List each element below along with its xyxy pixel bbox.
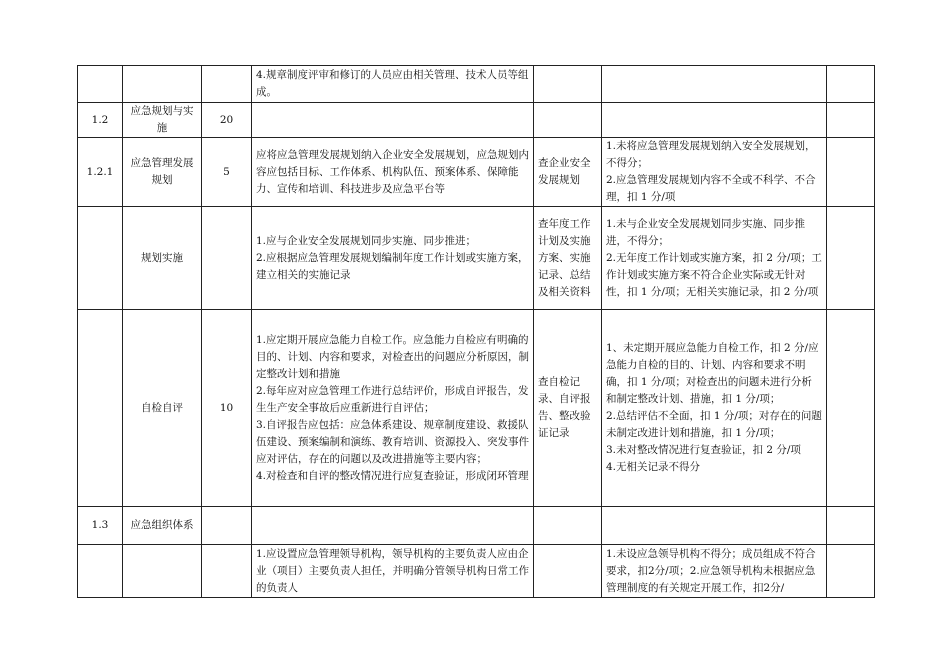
cell-method [534,66,602,103]
cell-item: 应急管理发展规划 [123,138,202,207]
cell-extra [827,138,875,207]
cell-item [123,66,202,103]
cell-no: 1.3 [78,507,123,545]
cell-standard-line: 1.未与企业安全发展规划同步实施、同步推进，不得分； [606,217,806,247]
cell-standard-line: 2.总结评估不全面，扣 1 分/项；对存在的问题未制定改进计划和措施，扣 1 分/项； [606,410,822,439]
cell-content-line: 4.规章制度评审和修订的人员应由相关管理、技术人员等组成。 [256,69,529,98]
cell-content-line: 1.应设置应急管理领导机构，领导机构的主要负责人应由企业（项目）主要负责人担任，并明确分管领导机构日常工作的负责人 [256,547,529,594]
cell-standard [602,507,827,545]
cell-content [252,507,534,545]
cell-method [534,138,602,207]
cell-standard [602,138,827,207]
cell-item: 应急组织体系 [123,507,202,545]
cell-extra [827,103,875,138]
cell-content [252,207,534,310]
cell-item: 应急规划与实施 [123,103,202,138]
cell-standard-line: 2.无年度工作计划或实施方案，扣 2 分/项；工作计划或实施方案不符合企业实际或无针对性，扣 1 分/项；无相关实施记录，扣 2 分/项 [606,251,822,298]
cell-content [252,138,534,207]
cell-content-line: 1.应定期开展应急能力自检工作。应急能力自检应有明确的目的、计划、内容和要求，对检查出的问题应分析原因，制定整改计划和措施 [256,333,529,380]
table-row [78,310,875,507]
cell-content [252,310,534,507]
cell-standard-line: 2.应急管理发展规划内容不全或不科学、不合理，扣 1 分/项 [606,174,816,203]
cell-no [78,545,123,598]
cell-method [534,310,602,507]
table-row [78,545,875,598]
table-row [78,207,875,310]
cell-standard-line: 3.未对整改情况进行复查验证，扣 2 分/项 [606,444,801,456]
cell-item: 规划实施 [123,207,202,310]
cell-standard-line: 4.无相关记录不得分 [606,461,701,473]
cell-standard [602,103,827,138]
cell-no: 1.2.1 [78,138,123,207]
cell-score [202,545,252,598]
cell-content [252,545,534,598]
cell-content-line: 3.自评报告应包括：应急体系建设、规章制度建设、救援队伍建设、预案编制和演练、教育培训、资源投入、突发事件应对评估，存在的问题以及改进措施等主要内容； [256,418,529,465]
cell-extra [827,310,875,507]
cell-no [78,310,123,507]
cell-no [78,207,123,310]
cell-score: 5 [202,138,252,207]
cell-method-line: 查年度工作计划及实施方案、实施记录、总结及相关资料 [538,217,591,298]
cell-method [534,507,602,545]
table-row [78,507,875,545]
cell-method [534,207,602,310]
cell-content-line: 1.应与企业安全发展规划同步实施、同步推进； [256,234,477,247]
cell-item: 自检自评 [123,310,202,507]
cell-method-line: 查企业安全发展规划 [538,157,591,186]
cell-score [202,66,252,103]
cell-content-line: 2.应根据应急管理发展规划编制年度工作计划或实施方案，建立相关的实施记录 [256,251,529,281]
cell-content-line: 2.每年应对应急管理工作进行总结评价，形成自评报告，发生生产安全事故后应重新进行自评估； [256,384,529,414]
cell-content [252,66,534,103]
cell-extra [827,207,875,310]
cell-standard [602,545,827,598]
cell-no [78,66,123,103]
cell-item [123,545,202,598]
cell-extra [827,507,875,545]
cell-standard-line: 1.未设应急领导机构不得分；成员组成不符合要求，扣2分/项；2.应急领导机构未根据应急管理制度的有关规定开展工作，扣2分/ [606,547,816,594]
table-row [78,66,875,103]
cell-score: 10 [202,310,252,507]
cell-no: 1.2 [78,103,123,138]
table-row [78,103,875,138]
cell-content-line: 4.对检查和自评的整改情况进行应复查验证，形成闭环管理 [256,469,529,482]
table-body [78,66,875,598]
cell-score [202,507,252,545]
cell-extra [827,66,875,103]
cell-score: 20 [202,103,252,138]
cell-standard [602,207,827,310]
cell-method [534,545,602,598]
cell-standard [602,66,827,103]
cell-extra [827,545,875,598]
table-row [78,138,875,207]
cell-content [252,103,534,138]
cell-standard-line: 1、未定期开展应急能力自检工作，扣 2 分/应急能力自检的目的、计划、内容和要求不明确，扣 1 分/项；对检查出的问题未进行分析和制定整改计划、措施，扣 1 分/项； [606,342,819,405]
cell-standard [602,310,827,507]
cell-method-line: 查自检记录、自评报告、整改验证记录 [538,376,591,439]
cell-standard-line: 1.未将应急管理发展规划纳入安全发展规划，不得分； [606,140,816,169]
cell-score [202,207,252,310]
assessment-table [77,65,875,598]
cell-content-line: 应将应急管理发展规划纳入企业安全发展规划，应急规划内容应包括目标、工作体系、机构队伍、预案体系、保障能力、宣传和培训、科技进步及应急平台等 [256,148,529,195]
cell-method [534,103,602,138]
